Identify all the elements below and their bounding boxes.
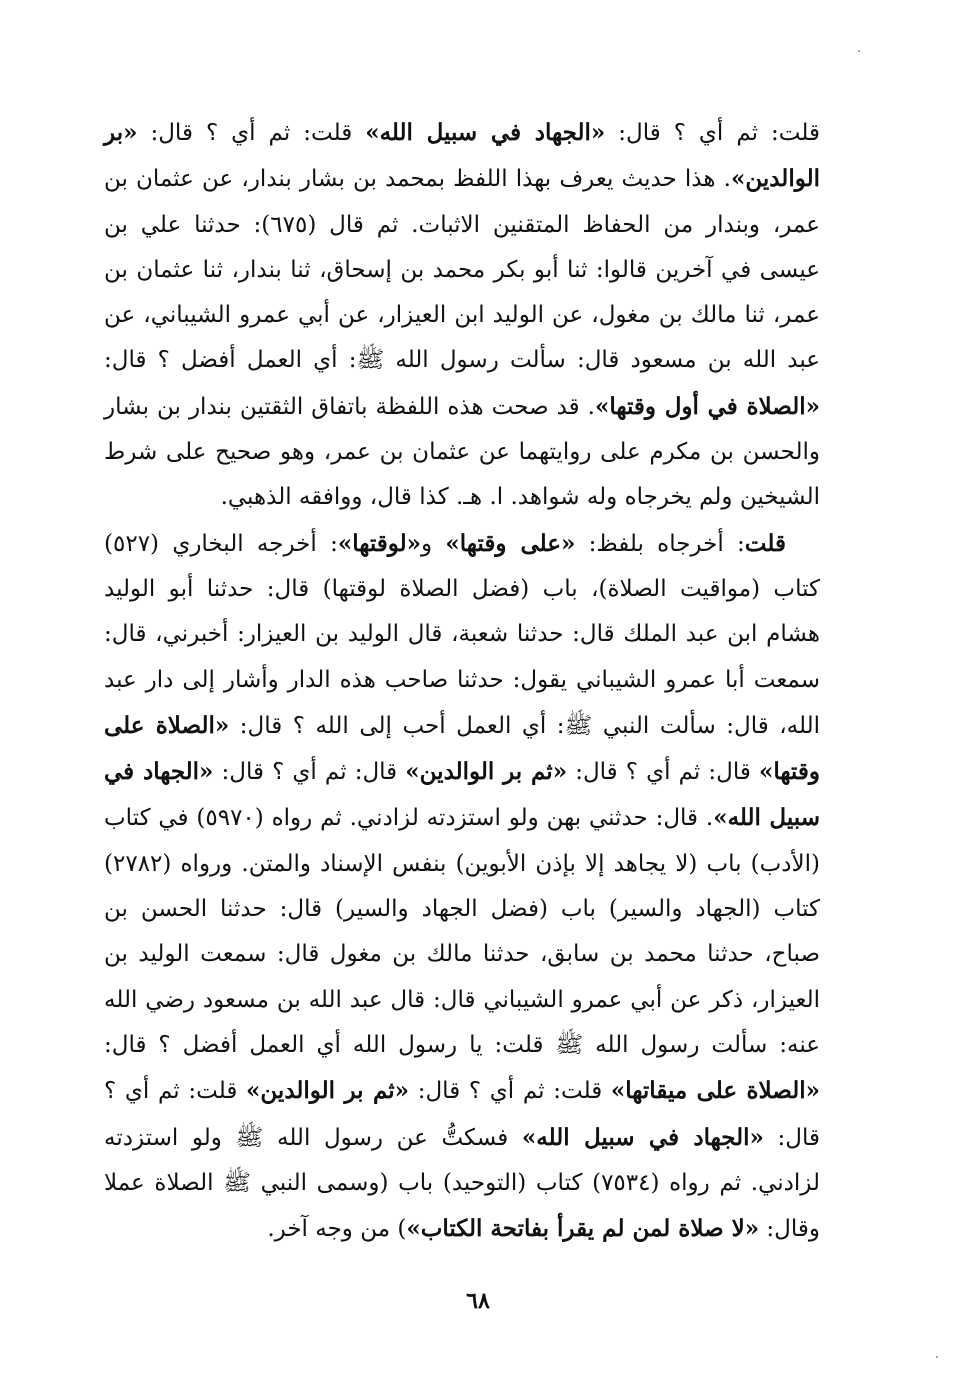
bold-quote: «لا صلاة لمن لم يقرأ بفاتحة الكتاب»: [406, 1215, 760, 1243]
text-segment: ) من وجه آخر.: [267, 1216, 407, 1243]
bold-quote: «ثم بر الوالدين»: [246, 1077, 410, 1105]
scan-speck: [936, 1356, 938, 1358]
page-number: ٦٨: [466, 1288, 490, 1314]
paragraph-2: [104, 521, 820, 1253]
text-segment: قال: ثم أي ؟ قال:: [567, 759, 759, 786]
bold-quote: «لوقتها»: [337, 529, 422, 557]
text-segment: : أخرجاه بلفظ:: [575, 530, 745, 557]
scan-speck: [858, 50, 860, 52]
paragraph-1: [104, 110, 820, 521]
bold-quote: «على وقتها»: [445, 529, 576, 557]
text-segment: . هذا حديث يعرف بهذا اللفظ بمحمد بن بشار بندار، عن عثمان بن عمر، وبندار من الحفاظ المتقنين الاثبات. ثم قال (٦٧٥): حدثنا علي بن عيسى في آخرين قالوا: ثنا أبو بكر محمد بن إسحاق، ثنا بندار، ثنا عثمان بن عمر، ثنا مالك بن مغول، عن الوليد ابن العيزار، عن أبي عمرو الشيباني، عن عبد الله بن مسعود قال: سألت رسول الله ﷺ: أي العمل أفضل ؟ قال:: [104, 166, 820, 374]
text-segment: فسكتُّ عن رسول الله ﷺ ولو استزدته لزادني. ثم رواه (٧٥٣٤) كتاب (التوحيد) باب (وسمى النبي ﷺ الصلاة عملا وقال:: [104, 1124, 820, 1243]
text-segment: : أخرجه البخاري (٥٢٧) كتاب (مواقيت الصلاة)، باب (فضل الصلاة لوقتها) قال: حدثنا أبو الوليد هشام ابن عبد الملك قال: حدثنا شعبة، قال الوليد بن العيزار: أخبرني، قال: سمعت أبا عمرو الشيباني يقول: حدثنا صاحب هذه الدار وأشار إلى دار عبد الله، قال: سألت النبي ﷺ: أي العمل أحب إلى الله ؟ قال:: [104, 530, 820, 739]
bold-quote: «الجهاد في سبيل الله»: [521, 1123, 764, 1151]
text-segment: قلت: ثم أي ؟ قال:: [137, 120, 366, 146]
text-segment: قلت: ثم أي ؟ قال:: [104, 1078, 820, 1151]
bold-quote: «بر الوالدين»: [104, 119, 820, 193]
text-segment: قلت: ثم أي ؟ قال:: [605, 120, 820, 146]
bold-lead-word: قلت: [744, 529, 786, 557]
bold-quote: «الجهاد في سبيل الله»: [365, 119, 606, 146]
bold-quote: «الصلاة في أول وقتها»: [595, 392, 820, 420]
bold-quote: «الصلاة على وقتها»: [104, 711, 820, 786]
bold-quote: «ثم بر الوالدين»: [405, 758, 568, 786]
text-segment: قلت: ثم أي ؟ قال:: [409, 1078, 611, 1105]
bold-quote: «الصلاة على ميقاتها»: [610, 1077, 820, 1105]
text-segment: . قال: حدثني بهن ولو استزدته لزادني. ثم رواه (٥٩٧٠) في كتاب (الأدب) باب (لا يجاهد إلا بإذن الأبوين) بنفس الإسناد والمتن. ورواه (٢٧٨٢) كتاب (الجهاد والسير) باب (فضل الجهاد والسير) قال: حدثنا الحسن بن صباح، حدثنا محمد بن سابق، حدثنا مالك بن مغول قال: سمعت الوليد بن العيزار، ذكر عن أبي عمرو الشيباني قال: قال عبد الله بن مسعود رضي الله عنه: سألت رسول الله ﷺ قلت: يا رسول الله أي العمل أفضل ؟ قال:: [104, 805, 820, 1058]
text-segment: . قد صحت هذه اللفظة باتفاق الثقتين بندار بن بشار والحسن بن مكرم على روايتهما عن عثمان بن عمر، وهو صحيح على شرط الشيخين ولم يخرجاه وله شواهد. ا. هـ. كذا قال، ووافقه الذهبي.: [104, 393, 820, 511]
text-segment: قال: ثم أي ؟ قال:: [213, 759, 406, 786]
body-text: [104, 110, 820, 1252]
text-segment: و: [421, 530, 446, 557]
bold-quote: «الجهاد في سبيل الله»: [104, 758, 821, 832]
